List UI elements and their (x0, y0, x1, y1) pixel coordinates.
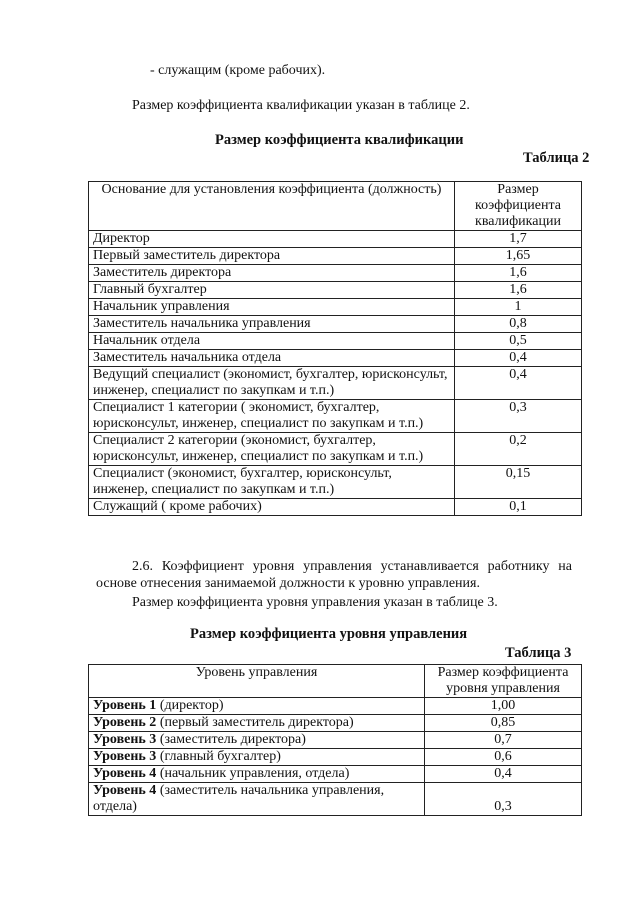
table2-row (89, 499, 582, 516)
table3-row (89, 766, 582, 783)
table2-position-cell: Заместитель начальника отдела (89, 350, 455, 367)
table2-position-cell: Первый заместитель директора (89, 248, 455, 265)
table3-level-label: Уровень 3 (93, 749, 157, 764)
table3-value-cell: 0,7 (425, 732, 582, 749)
table2-row (89, 350, 582, 367)
table3-level-cell (89, 766, 425, 783)
table2-position-cell: Специалист (экономист, бухгалтер, юрисконсульт, инженер, специалист по закупкам и т.п.) (89, 466, 455, 499)
table2-row (89, 265, 582, 282)
section-2-6-paragraph: 2.6. Коэффициент уровня управления устанавливается работнику на основе отнесения занимаемой должности к уровню управления. (96, 559, 572, 591)
table2-label: Таблица 2 (523, 150, 590, 166)
intro-line-1: - служащим (кроме рабочих). (150, 63, 326, 78)
table2-position-cell: Начальник управления (89, 299, 455, 316)
table3-value-cell: 0,4 (425, 766, 582, 783)
table2-title: Размер коэффициента квалификации (215, 132, 464, 148)
table3 (88, 664, 582, 816)
table3-value-cell: 0,3 (425, 783, 582, 816)
table2-value-cell: 0,1 (455, 499, 582, 516)
table2-position-cell: Начальник отдела (89, 333, 455, 350)
table2-row (89, 333, 582, 350)
table3-level-cell (89, 783, 425, 816)
intro-line-2: Размер коэффициента квалификации указан в таблице 2. (132, 98, 470, 113)
table3-level-desc: (первый заместитель директора) (156, 715, 354, 730)
table2-row (89, 231, 582, 248)
table2-value-cell: 1,65 (455, 248, 582, 265)
table2-row (89, 316, 582, 333)
table3-header-coef: Размер коэффициента уровня управления (425, 665, 582, 698)
table3-level-desc: (начальник управления, отдела) (156, 766, 350, 781)
table3-value-cell: 1,00 (425, 698, 582, 715)
table2-value-cell: 1,7 (455, 231, 582, 248)
table2 (88, 181, 582, 516)
table2-position-cell: Служащий ( кроме рабочих) (89, 499, 455, 516)
table2-position-cell: Специалист 2 категории (экономист, бухгалтер, юрисконсульт, инженер, специалист по закупкам и т.п.) (89, 433, 455, 466)
table3-header-level: Уровень управления (89, 665, 425, 698)
table2-value-cell: 1,6 (455, 265, 582, 282)
table3-row (89, 715, 582, 732)
table2-row (89, 248, 582, 265)
table2-value-cell: 1 (455, 299, 582, 316)
table2-position-cell: Специалист 1 категории ( экономист, бухгалтер, юрисконсульт, инженер, специалист по закупкам и т.п.) (89, 400, 455, 433)
table2-position-cell: Главный бухгалтер (89, 282, 455, 299)
table3-level-desc: (директор) (156, 698, 224, 713)
table2-position-cell: Заместитель директора (89, 265, 455, 282)
table2-value-cell: 0,15 (455, 466, 582, 499)
table3-level-label: Уровень 2 (93, 715, 157, 730)
table2-row (89, 282, 582, 299)
table2-value-cell: 0,8 (455, 316, 582, 333)
table2-value-cell: 0,2 (455, 433, 582, 466)
table3-level-label: Уровень 4 (93, 783, 157, 798)
table3-level-label: Уровень 3 (93, 732, 157, 747)
table2-row (89, 299, 582, 316)
table3-row (89, 749, 582, 766)
table3-label: Таблица 3 (505, 645, 572, 661)
table3-level-cell (89, 698, 425, 715)
table2-row (89, 466, 582, 499)
table3-row (89, 732, 582, 749)
table3-level-desc: (заместитель начальника управления, отдела) (93, 783, 385, 814)
table3-value-cell: 0,85 (425, 715, 582, 732)
table3-level-desc: (заместитель директора) (156, 732, 306, 747)
table3-value-cell: 0,6 (425, 749, 582, 766)
section-2-6-line: Размер коэффициента уровня управления указан в таблице 3. (132, 595, 498, 610)
table2-header-basis: Основание для установления коэффициента (должность) (89, 182, 455, 231)
table3-title: Размер коэффициента уровня управления (190, 626, 468, 642)
table2-position-cell: Заместитель начальника управления (89, 316, 455, 333)
table2-value-cell: 1,6 (455, 282, 582, 299)
table2-row (89, 367, 582, 400)
table2-position-cell: Директор (89, 231, 455, 248)
table3-level-cell (89, 715, 425, 732)
table2-value-cell: 0,4 (455, 350, 582, 367)
table3-level-desc: (главный бухгалтер) (156, 749, 281, 764)
table3-level-cell (89, 749, 425, 766)
table2-value-cell: 0,3 (455, 400, 582, 433)
table3-row (89, 698, 582, 715)
table2-row (89, 400, 582, 433)
table3-level-cell (89, 732, 425, 749)
table2-value-cell: 0,4 (455, 367, 582, 400)
table2-value-cell: 0,5 (455, 333, 582, 350)
table2-position-cell: Ведущий специалист (экономист, бухгалтер, юрисконсульт, инженер, специалист по закупкам и т.п.) (89, 367, 455, 400)
table3-level-label: Уровень 4 (93, 766, 157, 781)
table3-level-label: Уровень 1 (93, 698, 157, 713)
table2-header-coef: Размер коэффициента квалификации (455, 182, 582, 231)
table3-row (89, 783, 582, 816)
table2-row (89, 433, 582, 466)
